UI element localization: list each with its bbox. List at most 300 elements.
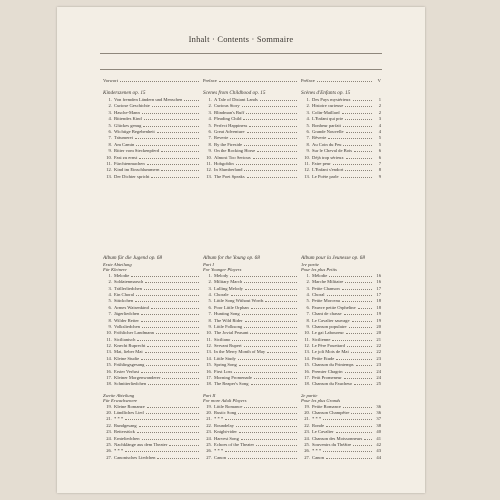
item-title: Petit Promeneur [312,375,342,381]
item-number: 12. [206,343,212,349]
item-page: 42 [376,441,381,447]
leader-dots [152,103,199,107]
item-title: Kleine Studie [114,355,140,361]
part-label: Zweite Abteilung [103,392,135,398]
item-title: Morning Promenade [214,375,252,381]
item-title: * * * [214,448,224,454]
item-page: 9 [378,173,381,179]
item-title: The Wild Rider [214,317,243,323]
item-title: Mai, lieber Mai [114,349,143,355]
item-title: Melody [214,272,229,278]
leader-dots [245,286,297,290]
item-title: Chanson Champêtre [312,409,350,415]
leader-dots [251,305,297,309]
part-label: Part I [203,262,214,267]
item-number: 11. [106,160,112,166]
leader-dots [131,273,199,277]
item-number: 10. [106,154,112,160]
leader-dots [244,142,297,146]
item-title: Curiose Geschichte [114,103,150,109]
item-number: 4. [306,291,310,297]
item-number: 25. [304,441,310,447]
list-item [203,174,299,180]
leader-dots [265,298,297,302]
item-title: Le Cavalier [312,429,334,435]
leader-dots [230,135,297,139]
item-title: * * * [114,416,124,422]
item-title: Little Study [214,355,236,361]
item-title: Petite Etude [312,355,335,361]
leader-dots [139,155,199,159]
item-page: 40 [376,429,381,435]
leader-dots [125,448,199,452]
item-title: Ronde [312,422,324,428]
item-title: Ernteliedchen [114,435,140,441]
item-page: 24 [376,375,381,381]
item-title: Sur le Cheval de Bois [312,148,353,154]
part-label: 2e partie [301,392,318,398]
section-heading: Kinderszenen op. 15 [103,90,146,96]
item-title: Frühlingsgesang [114,362,145,368]
item-number: 21. [206,416,212,422]
album-column-2 [203,254,299,461]
item-title: Wichtige Begebenheit [114,128,155,134]
item-number: 17. [304,375,310,381]
leader-dots [142,110,199,114]
leader-dots [184,97,199,101]
leader-dots [329,273,372,277]
item-title: Soldatenmarsch [114,279,144,285]
item-number: 6. [108,128,112,134]
leader-dots [145,279,199,283]
item-number: 11. [206,160,212,166]
item-page: 36 [376,403,381,409]
item-number: 12. [206,167,212,173]
item-page: 2 [378,103,381,109]
leader-dots [238,356,297,360]
item-number: 27. [206,454,212,460]
leader-dots [148,381,199,385]
item-title: Souvenirs du Théâtre [312,441,352,447]
item-title: Little Folksong [214,323,243,329]
leader-dots [136,292,199,296]
item-number: 6. [306,128,310,134]
part-sublabel: For Younger Players [203,267,242,273]
item-page: 20 [376,330,381,336]
item-title: Great Adventure [214,128,245,134]
leader-dots [242,311,297,315]
leader-dots [135,135,199,139]
leader-dots [141,318,199,322]
item-title: By the Fireside [214,141,243,147]
leader-dots [232,337,297,341]
item-title: Poor Little Orphan [214,304,249,310]
item-number: 25. [206,441,212,447]
leader-dots [260,97,297,101]
item-title: Erster Verlust [114,368,140,374]
leader-dots [141,311,199,315]
item-title: Ein Choral [114,291,135,297]
item-number: 3. [108,109,112,115]
item-number: 4. [108,116,112,122]
item-title: Blindman's Buff [214,109,245,115]
item-title: Little Song Without Words [214,298,264,304]
leader-dots [157,129,199,133]
item-page: 38 [376,422,381,428]
section-heading: Album for the Young op. 68 [203,255,260,261]
item-number: 1. [108,272,112,278]
item-title: In Slumberland [214,167,243,173]
item-page: 19 [376,317,381,323]
leader-dots [267,349,297,353]
item-number: 8. [306,141,310,147]
item-number: 2. [208,279,212,285]
leader-dots [343,123,372,127]
leader-dots [254,375,297,379]
item-title: Siciliano [214,336,231,342]
leader-dots [353,442,372,446]
vorwort-rule [100,69,382,70]
leader-dots [135,298,199,302]
leader-dots [242,103,297,107]
item-title: Melodie [114,272,130,278]
part-sublabel: For more Adult Players [203,398,247,404]
item-page: 2 [378,109,381,115]
item-number: 17. [206,375,212,381]
item-number: 4. [108,291,112,297]
item-title: Pauvre petite Orpheline [312,304,356,310]
item-title: Déjà trop sérieux [312,154,344,160]
leader-dots [323,416,372,420]
leader-dots [241,436,297,440]
item-page: 23 [376,355,381,361]
item-number: 5. [208,122,212,128]
item-page: 17 [376,291,381,297]
item-page: 17 [376,285,381,291]
item-title: Armes Waisenkind [114,304,149,310]
part-sublabel: Pour les plus Grands [301,398,341,404]
item-number: 5. [108,298,112,304]
item-page: 6 [378,154,381,160]
leader-dots [346,129,372,133]
item-number: 26. [304,448,310,454]
section-heading: Album für die Jugend op. 68 [103,255,163,261]
item-number: 14. [206,355,212,361]
item-title: Fast zu ernst [114,154,138,160]
item-page: 16 [376,279,381,285]
item-title: Kleiner Morgenwanderer [114,375,161,381]
item-number: 4. [306,116,310,122]
item-number: 7. [208,135,212,141]
item-title: Hunting Song [214,311,240,317]
part-label: 1re partie [301,262,320,267]
list-item [103,174,201,180]
item-title: A Tale of Distant Lands [214,97,258,102]
item-number: 9. [306,148,310,154]
item-number: 15. [304,362,310,368]
item-number: 1. [306,97,310,102]
item-title: Echoes of the Theater [214,441,255,447]
item-number: 3. [208,109,212,115]
item-number: 21. [106,416,112,422]
item-number: 27. [304,454,310,460]
item-page: 23 [376,362,381,368]
item-number: 6. [208,128,212,134]
leader-dots [341,174,372,178]
leader-dots [343,404,372,408]
item-number: 9. [208,323,212,329]
item-title: L'Enfant qui prie [312,116,344,122]
item-title: Kleine Romanze [114,403,145,409]
item-number: 3. [306,109,310,115]
item-title: Bittendes Kind [114,116,142,122]
leader-dots [351,349,372,353]
leader-dots [344,311,372,315]
part-sublabel: Für Kleinere [103,267,127,273]
leader-dots [257,148,297,152]
item-number: 10. [106,330,112,336]
item-title: Nachklänge aus dem Theater [114,441,168,447]
item-page: 1 [378,97,381,102]
item-title: * * * [214,416,224,422]
item-title: Petite Romance [312,403,341,409]
item-title: Lulling Melody [214,285,243,291]
vorwort-de: Vorwort [103,78,201,84]
vorwort-fr: Préface V [301,78,381,83]
item-number: 13. [206,349,212,355]
item-page: 25 [376,381,381,387]
item-title: On the Rocking Horse [214,148,256,154]
item-page: 43 [376,448,381,454]
list-item [301,455,381,461]
item-title: Sicilienne [312,336,331,342]
leader-dots [344,375,372,379]
item-page: 24 [376,368,381,374]
leader-dots [169,442,199,446]
leader-dots [238,410,297,414]
item-title: Wilder Reiter [114,317,139,323]
item-number: 19. [106,403,112,409]
leader-dots [343,142,372,146]
item-number: 12. [106,343,112,349]
item-number: 27. [106,454,112,460]
leader-dots [244,167,297,171]
leader-dots [143,123,199,127]
item-number: 9. [108,148,112,154]
item-page: 5 [378,141,381,147]
leader-dots [244,404,297,408]
leader-dots [230,273,297,277]
part-label: Erste Abteilung [103,262,132,267]
item-title: * * * [312,448,322,454]
item-title: Pleading Child [214,116,242,122]
leader-dots [247,174,297,178]
item-title: Canon [214,454,226,460]
item-title: Histoire curieuse [312,103,344,109]
item-number: 16. [304,368,310,374]
leader-dots [231,292,297,296]
leader-dots [351,410,372,414]
leader-dots [253,155,297,159]
item-number: 7. [306,135,310,141]
item-number: 8. [108,317,112,323]
item-title: Petite Morceau [312,298,340,304]
item-title: Rustic Song [214,409,237,415]
leader-dots [327,292,372,296]
item-number: 3. [108,285,112,291]
leader-dots [144,286,199,290]
item-title: The Poet Speaks [214,173,245,179]
leader-dots [161,148,199,152]
page-title: Inhalt · Contents · Sommaire [188,34,294,44]
item-number: 16. [106,368,112,374]
item-number: 25. [106,441,112,447]
item-number: 7. [306,311,310,317]
part-sublabel: Für Erwachsenere [103,398,138,404]
item-number: 15. [206,362,212,368]
item-page: 22 [376,343,381,349]
item-title: Perfect Happiness [214,122,248,128]
item-title: Fröhlicher Landmann [114,330,154,336]
leader-dots [342,110,372,114]
part-label: Part II [203,392,216,398]
item-number: 11. [206,336,212,342]
leader-dots [346,330,372,334]
item-number: 11. [304,336,310,342]
kinderszenen-column-2 [203,89,299,180]
item-title: Des Pays mystérieux [312,97,351,102]
leader-dots [142,324,199,328]
leader-dots [142,436,199,440]
item-page: 37 [376,416,381,422]
item-page: 41 [376,435,381,441]
leader-dots [147,161,199,165]
item-number: 16. [206,368,212,374]
item-number: 22. [106,422,112,428]
leader-dots [225,448,297,452]
item-page: 7 [378,160,381,166]
item-number: 10. [206,330,212,336]
item-title: Harvest Song [214,435,239,441]
item-title: Knight-rider [214,429,237,435]
leader-dots [345,103,372,107]
item-title: Glückes genug [114,122,142,128]
item-number: 14. [106,355,112,361]
item-number: 6. [306,304,310,310]
item-title: Fürchtenmachen [114,160,145,166]
leader-dots [236,161,297,165]
leader-dots [345,279,372,283]
item-title: Colin-Maillard [312,109,340,115]
item-title: Au Coin du Feu [312,141,342,147]
item-title: Rundgesang [114,422,137,428]
leader-dots [249,123,297,127]
item-title: Sicilianisch [114,336,136,342]
item-title: Almost Too Serious [214,154,251,160]
leader-dots [139,423,199,427]
item-title: Mélodie [312,272,328,278]
item-page: 16 [376,272,381,278]
item-number: 2. [108,103,112,109]
title-rule [100,53,382,54]
item-title: Le Cavalier sauvage [312,317,350,323]
item-number: 5. [306,122,310,128]
leader-dots [162,375,199,379]
leader-dots [157,455,199,459]
item-title: Träumerei [114,135,133,141]
item-page: 4 [378,128,381,134]
kinderszenen-column-3 [301,89,381,180]
item-number: 10. [304,330,310,336]
leader-dots [336,356,372,360]
item-number: 15. [106,362,112,368]
leader-dots [342,286,372,290]
leader-dots [146,362,199,366]
leader-dots [141,369,199,373]
item-page: 3 [378,116,381,122]
item-title: Choral [312,291,325,297]
leader-dots [353,97,372,101]
item-number: 12. [304,167,310,173]
item-title: Rêverie [312,135,327,141]
leader-dots [228,455,297,459]
item-number: 10. [304,154,310,160]
album-column-1 [103,254,201,461]
item-number: 26. [106,448,112,454]
item-title: Bonheur parfait [312,122,341,128]
item-number: 9. [208,148,212,154]
leader-dots [244,324,297,328]
list-item [301,174,381,180]
item-title: Servant Rupert [214,343,242,349]
leader-dots [236,423,297,427]
leader-dots [346,155,372,159]
item-number: 9. [306,323,310,329]
item-number: 1. [208,97,212,102]
item-title: Chanson populaire [312,323,347,329]
item-title: Canonisches Liedchen [114,454,156,460]
item-title: Stückchen [114,298,134,304]
item-title: Petite Chanson [312,285,340,291]
part-sublabel: Pour les plus Petits [301,267,337,273]
item-number: 13. [304,173,310,179]
item-title: Volksliedchen [114,323,140,329]
item-number: 7. [108,311,112,317]
leader-dots [246,110,297,114]
item-page: 4 [378,122,381,128]
item-number: 4. [208,116,212,122]
item-title: Am Camin [114,141,135,147]
item-title: Ritter vom Steckenpferd [114,148,160,154]
leader-dots [151,305,199,309]
leader-dots [326,423,372,427]
item-number: 2. [306,103,310,109]
leader-dots [151,174,199,178]
leader-dots [244,343,297,347]
leader-dots [364,436,372,440]
item-page: 6 [378,148,381,154]
item-title: Reiterstück [114,429,135,435]
leader-dots [347,343,372,347]
item-number: 4. [208,291,212,297]
leader-dots [345,167,372,171]
item-number: 24. [304,435,310,441]
item-number: 26. [206,448,212,454]
item-title: The Reaper's Song [214,381,249,387]
item-page: 44 [376,454,381,460]
leader-dots [234,369,297,373]
item-title: Chorale [214,291,229,297]
